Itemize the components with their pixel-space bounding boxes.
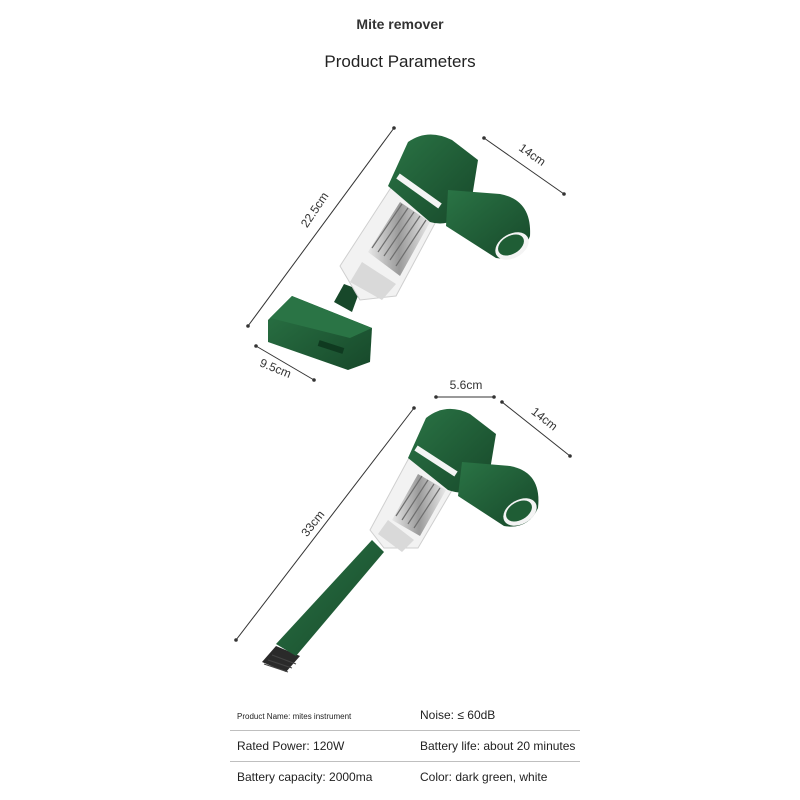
dimension-line-depth <box>434 395 496 399</box>
noise-spec: Noise: ≤ 60dB <box>420 708 496 722</box>
product-label: Mite remover <box>356 16 444 32</box>
length-label-2: 33cm <box>298 507 328 540</box>
width-label-1: 14cm <box>516 140 549 169</box>
width-label-2: 14cm <box>528 404 561 434</box>
handle <box>446 190 534 265</box>
rated-power: Rated Power: 120W <box>237 739 345 753</box>
head-width-label: 9.5cm <box>257 355 294 381</box>
battery-life: Battery life: about 20 minutes <box>420 739 576 753</box>
battery-capacity: Battery capacity: 2000ma <box>237 770 373 784</box>
spec-table <box>230 700 580 792</box>
spec-row <box>230 700 580 730</box>
product-name: Product Name: mites instrument <box>237 712 352 721</box>
vacuum-device-1 <box>268 134 534 370</box>
spec-row <box>230 730 580 761</box>
length-label-1: 22.5cm <box>297 189 332 230</box>
vacuum-device-2 <box>262 409 542 672</box>
spec-row <box>230 761 580 792</box>
depth-label: 5.6cm <box>449 378 483 392</box>
mite-brush-head <box>268 296 372 370</box>
color-spec: Color: dark green, white <box>420 770 548 784</box>
handle-2 <box>458 462 542 531</box>
extension-tube <box>276 540 384 656</box>
page-title: Product Parameters <box>324 52 476 71</box>
